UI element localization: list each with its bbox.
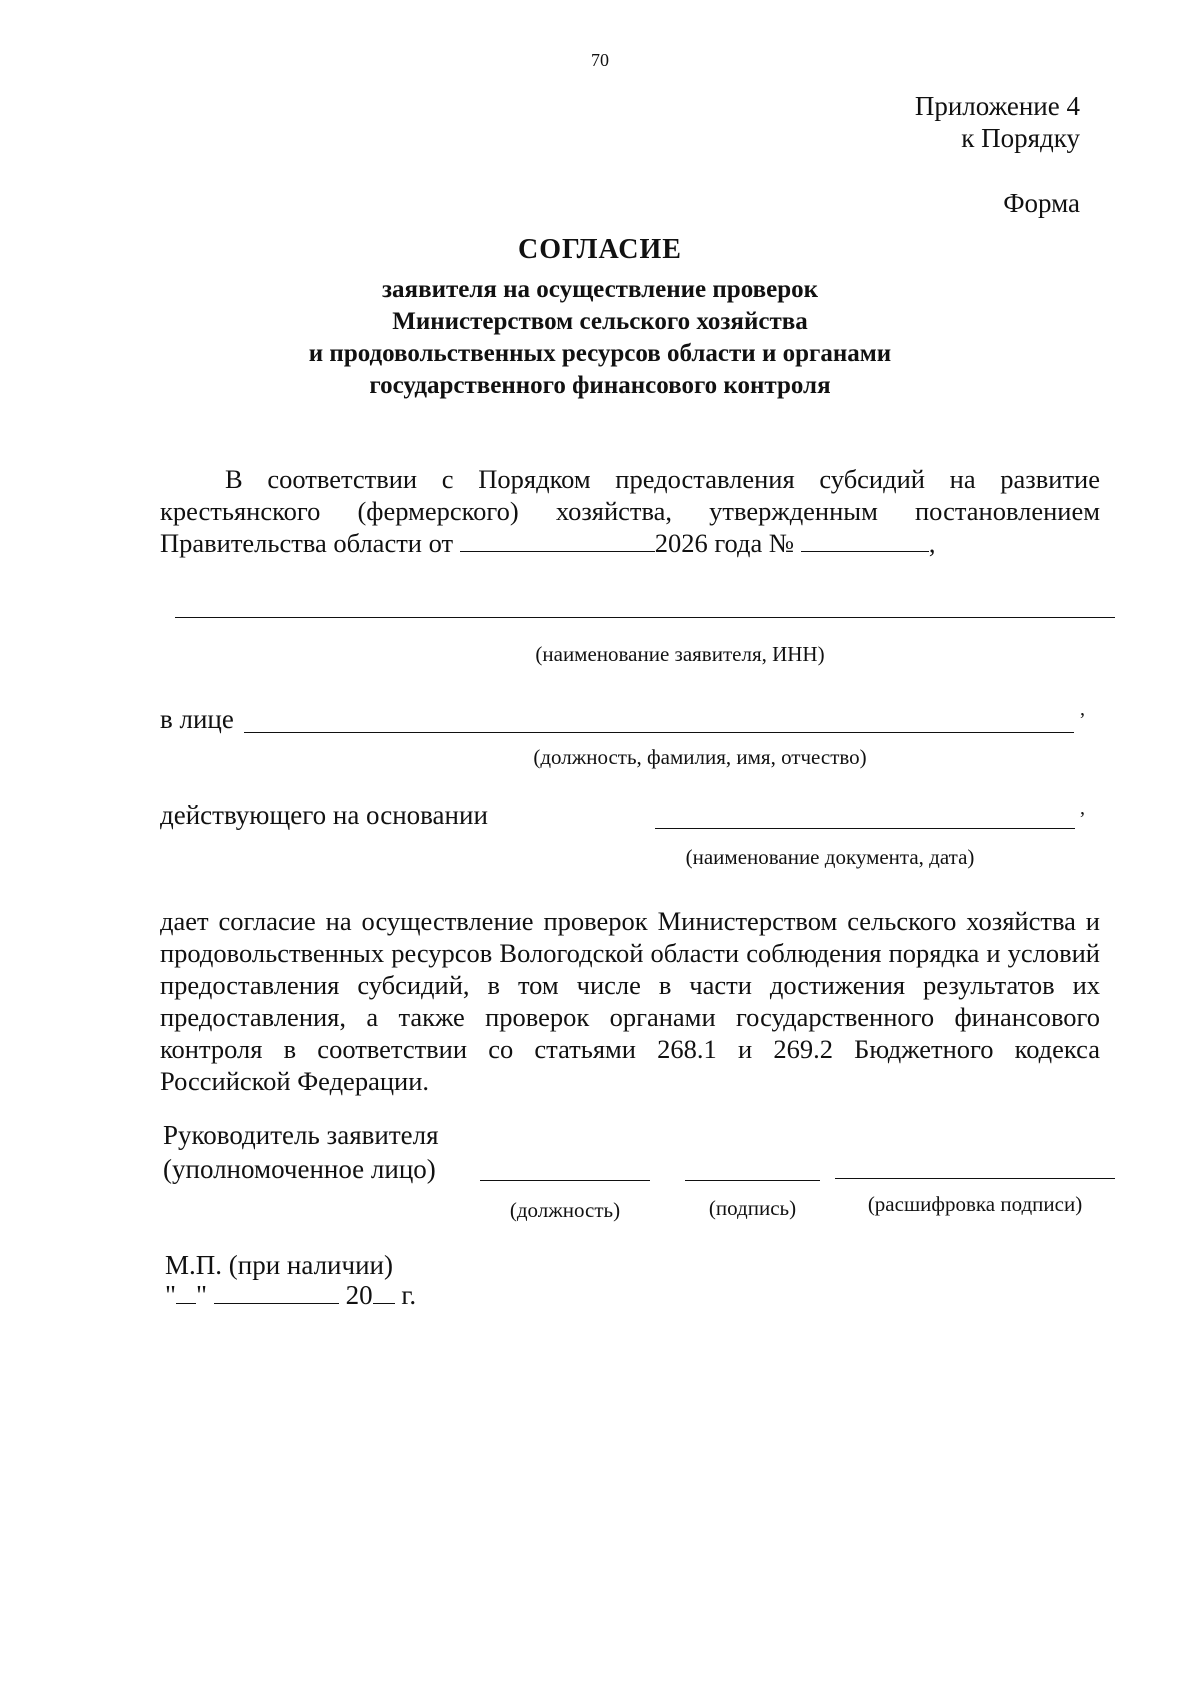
signer-block bbox=[163, 1118, 439, 1186]
signature-decoding-field[interactable] bbox=[835, 1178, 1115, 1179]
form-label: Форма bbox=[1003, 188, 1080, 218]
subtitle-line: заявителя на осуществление проверок bbox=[382, 276, 818, 303]
date-day-blank[interactable] bbox=[176, 1283, 196, 1304]
position-caption: (должность) bbox=[509, 1198, 621, 1222]
representative-comma: , bbox=[1080, 698, 1085, 720]
date-suffix: г. bbox=[394, 1280, 417, 1310]
basis-document-field[interactable] bbox=[655, 828, 1075, 829]
signer-title: Руководитель заявителя bbox=[163, 1120, 439, 1150]
intro-paragraph bbox=[160, 463, 1100, 559]
basis-caption: (наименование документа, дата) bbox=[685, 845, 975, 869]
signature-caption: (подпись) bbox=[708, 1196, 797, 1220]
basis-comma: , bbox=[1080, 797, 1085, 819]
stamp-label: М.П. (при наличии) bbox=[165, 1250, 393, 1280]
decree-date-blank[interactable] bbox=[460, 531, 655, 552]
representative-label: в лице bbox=[160, 704, 234, 734]
subtitle-line: Министерством сельского хозяйства bbox=[392, 308, 808, 335]
applicant-name-field[interactable] bbox=[175, 617, 1115, 618]
page-number: 70 bbox=[591, 50, 609, 70]
signer-subtitle: (уполномоченное лицо) bbox=[163, 1154, 436, 1184]
basis-label: действующего на основании bbox=[160, 800, 488, 830]
date-century: 20 bbox=[345, 1280, 373, 1310]
decree-number-blank[interactable] bbox=[801, 531, 929, 552]
date-month-blank[interactable] bbox=[214, 1283, 339, 1304]
appendix-number: Приложение 4 bbox=[914, 91, 1080, 121]
date-year-blank[interactable] bbox=[373, 1283, 395, 1304]
intro-year-text: 2026 года № bbox=[654, 528, 801, 558]
date-line bbox=[165, 1280, 416, 1311]
representative-caption: (должность, фамилия, имя, отчество) bbox=[533, 745, 867, 769]
representative-field[interactable] bbox=[244, 732, 1074, 733]
intro-trailing-comma: , bbox=[928, 528, 936, 558]
date-quote-close: " bbox=[196, 1280, 208, 1310]
intro-text: В соответствии с Порядком предоставления субсидий на развитие крестьянского (фермерского) хозяйства, утвержденным постановлением Правительства области от bbox=[160, 464, 1100, 558]
subtitle-line: и продовольственных ресурсов области и органами bbox=[308, 340, 892, 367]
document-subtitle bbox=[0, 274, 1200, 402]
date-quote-open: " bbox=[165, 1280, 177, 1310]
signature-decoding-caption: (расшифровка подписи) bbox=[867, 1192, 1083, 1216]
document-title: СОГЛАСИЕ bbox=[518, 234, 682, 265]
appendix-reference bbox=[915, 90, 1080, 154]
signature-field[interactable] bbox=[685, 1180, 820, 1181]
position-field[interactable] bbox=[480, 1180, 650, 1181]
applicant-caption: (наименование заявителя, ИНН) bbox=[535, 642, 825, 666]
appendix-target: к Порядку bbox=[961, 123, 1080, 153]
consent-paragraph: дает согласие на осуществление проверок Министерством сельского хозяйства и продовольственных ресурсов Вологодской области соблюдения порядка и условий предоставления субсидий, в том числе в части достижения результатов их предоставления, а также проверок органами государственного финансового контроля в соответствии со статьями 268.1 и 269.2 Бюджетного кодекса Российской Федерации. bbox=[160, 906, 1100, 1096]
subtitle-line: государственного финансового контроля bbox=[369, 372, 831, 399]
